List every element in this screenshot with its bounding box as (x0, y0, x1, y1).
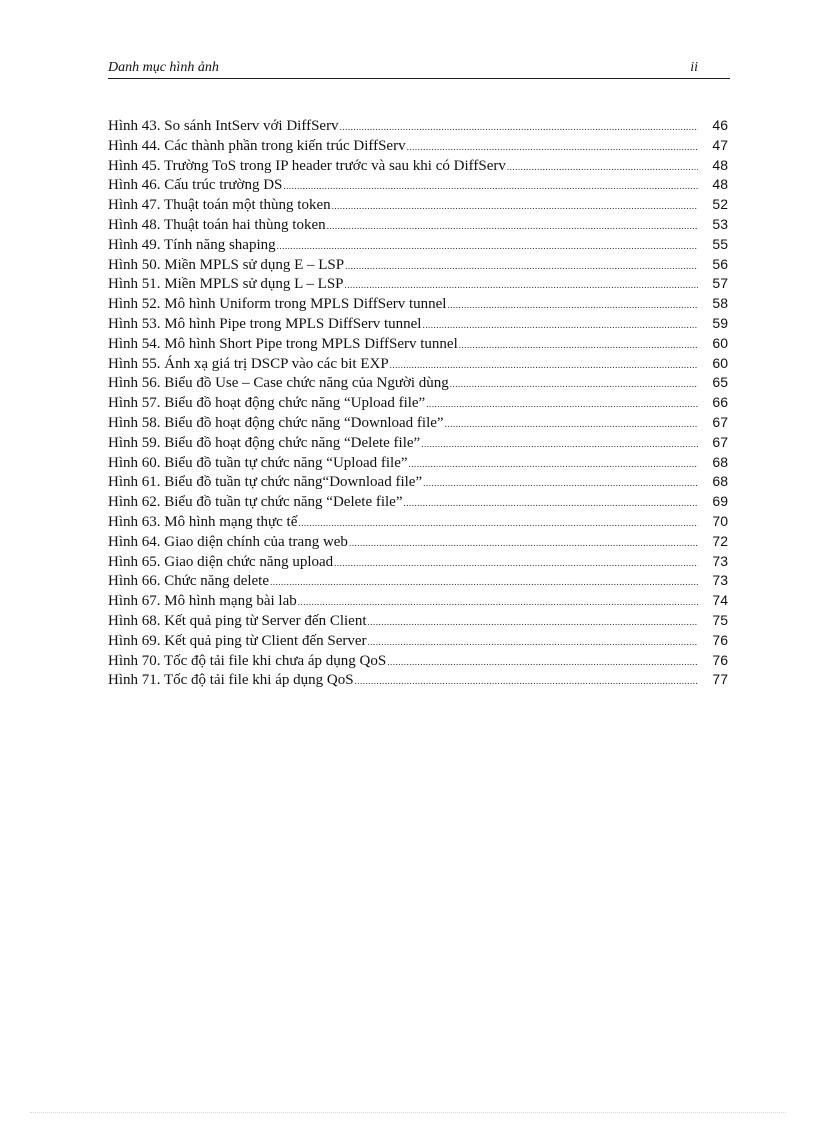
figure-entry-page-number: 66 (712, 394, 728, 411)
figure-list-entry[interactable] (108, 195, 728, 215)
dot-leader (298, 514, 698, 534)
figure-entry-label: Hình 67. Mô hình mạng bài lab (108, 593, 297, 610)
figure-list-entry[interactable] (108, 314, 728, 334)
figure-entry-label: Hình 69. Kết quả ping từ Client đến Server (108, 632, 367, 649)
figure-entry-label: Hình 68. Kết quả ping từ Server đến Client (108, 612, 367, 629)
figure-list-entry[interactable] (108, 235, 728, 255)
figure-list-entry[interactable] (108, 274, 728, 294)
dot-leader (409, 455, 698, 475)
figure-entry-label: Hình 64. Giao diện chính của trang web (108, 533, 348, 550)
figure-entry-label: Hình 45. Trường ToS trong IP header trước và sau khi có DiffServ (108, 157, 506, 174)
figure-entry-page-number: 73 (712, 552, 728, 569)
figure-entry-label: Hình 55. Ánh xạ giá trị DSCP vào các bit EXP (108, 355, 389, 372)
figure-entry-page-number: 72 (712, 532, 728, 549)
figure-entry-label: Hình 71. Tốc độ tải file khi áp dụng QoS (108, 672, 354, 689)
dot-leader (404, 494, 699, 514)
figure-entry-label: Hình 52. Mô hình Uniform trong MPLS DiffServ tunnel (108, 296, 447, 313)
figure-list-entry[interactable] (108, 512, 728, 532)
figure-entry-page-number: 48 (712, 176, 728, 193)
figure-entry-page-number: 57 (712, 275, 728, 292)
dot-leader (390, 356, 698, 376)
figure-entry-page-number: 60 (712, 354, 728, 371)
figure-entry-label: Hình 62. Biểu đồ tuần tự chức năng “Delete file” (108, 494, 403, 511)
figure-list-entry[interactable] (108, 611, 728, 631)
dot-leader (345, 276, 698, 296)
figure-list-entry[interactable] (108, 591, 728, 611)
figure-list-entry[interactable] (108, 373, 728, 393)
dot-leader (277, 237, 698, 257)
page-header (108, 58, 730, 79)
figure-list-entry[interactable] (108, 433, 728, 453)
figure-entry-label: Hình 46. Cấu trúc trường DS (108, 177, 283, 194)
dot-leader (450, 375, 698, 395)
figure-entry-page-number: 75 (712, 611, 728, 628)
figure-entry-page-number: 68 (712, 453, 728, 470)
figure-entry-label: Hình 66. Chức năng delete (108, 573, 270, 590)
figure-entry-page-number: 65 (712, 374, 728, 391)
figure-list-entry[interactable] (108, 393, 728, 413)
figure-entry-page-number: 60 (712, 334, 728, 351)
figure-entry-page-number: 67 (712, 413, 728, 430)
figure-entry-label: Hình 56. Biểu đồ Use – Case chức năng của Người dùng (108, 375, 449, 392)
dot-leader (334, 554, 698, 574)
figure-list-entry[interactable] (108, 571, 728, 591)
figure-list-entry[interactable] (108, 354, 728, 374)
figure-list-entry[interactable] (108, 651, 728, 671)
figure-list (108, 116, 728, 690)
dot-leader (423, 474, 698, 494)
figure-entry-page-number: 70 (712, 512, 728, 529)
dot-leader (345, 257, 698, 277)
figure-list-entry[interactable] (108, 175, 728, 195)
figure-entry-page-number: 73 (712, 572, 728, 589)
dot-leader (298, 593, 698, 613)
figure-entry-label: Hình 53. Mô hình Pipe trong MPLS DiffServ tunnel (108, 315, 422, 332)
dot-leader (459, 336, 698, 356)
dot-leader (447, 296, 698, 316)
figure-entry-page-number: 67 (712, 433, 728, 450)
figure-list-entry[interactable] (108, 552, 728, 572)
header-page-number: ii (690, 60, 698, 75)
figure-list-entry[interactable] (108, 631, 728, 651)
dot-leader (283, 177, 698, 197)
figure-entry-label: Hình 59. Biểu đồ hoạt động chức năng “Delete file” (108, 434, 421, 451)
dot-leader (368, 633, 698, 653)
figure-entry-label: Hình 48. Thuật toán hai thùng token (108, 216, 326, 233)
header-title: Danh mục hình ảnh (108, 60, 219, 75)
dot-leader (407, 138, 698, 158)
dot-leader (445, 415, 698, 435)
figure-entry-label: Hình 70. Tốc độ tải file khi chưa áp dụng QoS (108, 652, 387, 669)
dot-leader (327, 217, 698, 237)
dot-leader (421, 435, 698, 455)
figure-entry-label: Hình 63. Mô hình mạng thực tế (108, 513, 298, 530)
dot-leader (422, 316, 698, 336)
figure-entry-label: Hình 47. Thuật toán một thùng token (108, 197, 331, 214)
figure-list-entry[interactable] (108, 532, 728, 552)
figure-entry-label: Hình 43. So sánh IntServ với DiffServ (108, 118, 339, 134)
figure-entry-page-number: 47 (712, 136, 728, 153)
dot-leader (507, 158, 698, 178)
figure-entry-page-number: 59 (712, 314, 728, 331)
page-bottom-divider (30, 1112, 786, 1113)
figure-list-entry[interactable] (108, 116, 728, 136)
figure-entry-page-number: 52 (712, 196, 728, 213)
figure-list-entry[interactable] (108, 215, 728, 235)
figure-list-entry[interactable] (108, 136, 728, 156)
figure-list-entry[interactable] (108, 255, 728, 275)
figure-list-entry[interactable] (108, 453, 728, 473)
figure-entry-page-number: 69 (712, 493, 728, 510)
figure-entry-page-number: 68 (712, 473, 728, 490)
figure-entry-page-number: 48 (712, 156, 728, 173)
figure-entry-page-number: 55 (712, 235, 728, 252)
dot-leader (332, 197, 698, 217)
figure-entry-label: Hình 50. Miền MPLS sử dụng E – LSP (108, 256, 345, 273)
figure-list-entry[interactable] (108, 670, 728, 690)
figure-entry-page-number: 77 (712, 671, 728, 688)
figure-list-entry[interactable] (108, 156, 728, 176)
figure-entry-label: Hình 54. Mô hình Short Pipe trong MPLS DiffServ tunnel (108, 335, 458, 352)
figure-list-entry[interactable] (108, 294, 728, 314)
dot-leader (368, 613, 698, 633)
figure-entry-label: Hình 57. Biểu đồ hoạt động chức năng “Upload file” (108, 395, 426, 412)
figure-entry-label: Hình 49. Tính năng shaping (108, 236, 276, 253)
dot-leader (270, 573, 698, 593)
dot-leader (387, 653, 698, 673)
figure-list-entry[interactable] (108, 472, 728, 492)
figure-entry-page-number: 46 (712, 117, 728, 133)
figure-entry-label: Hình 60. Biểu đồ tuần tự chức năng “Upload file” (108, 454, 408, 471)
figure-entry-page-number: 76 (712, 651, 728, 668)
figure-entry-label: Hình 65. Giao diện chức năng upload (108, 553, 334, 570)
figure-entry-label: Hình 44. Các thành phần trong kiến trúc DiffServ (108, 137, 406, 154)
figure-list-entry[interactable] (108, 334, 728, 354)
figure-entry-page-number: 56 (712, 255, 728, 272)
figure-list-entry[interactable] (108, 492, 728, 512)
dot-leader (349, 534, 698, 554)
dot-leader (426, 395, 698, 415)
figure-entry-label: Hình 61. Biểu đồ tuần tự chức năng“Download file” (108, 474, 423, 491)
dot-leader (355, 672, 698, 692)
dot-leader (340, 118, 698, 138)
figure-entry-page-number: 74 (712, 592, 728, 609)
figure-entry-page-number: 58 (712, 295, 728, 312)
figure-list-entry[interactable] (108, 413, 728, 433)
figure-entry-label: Hình 51. Miền MPLS sử dụng L – LSP (108, 276, 344, 293)
figure-entry-page-number: 53 (712, 215, 728, 232)
figure-entry-label: Hình 58. Biểu đồ hoạt động chức năng “Download file” (108, 414, 444, 431)
figure-entry-page-number: 76 (712, 631, 728, 648)
